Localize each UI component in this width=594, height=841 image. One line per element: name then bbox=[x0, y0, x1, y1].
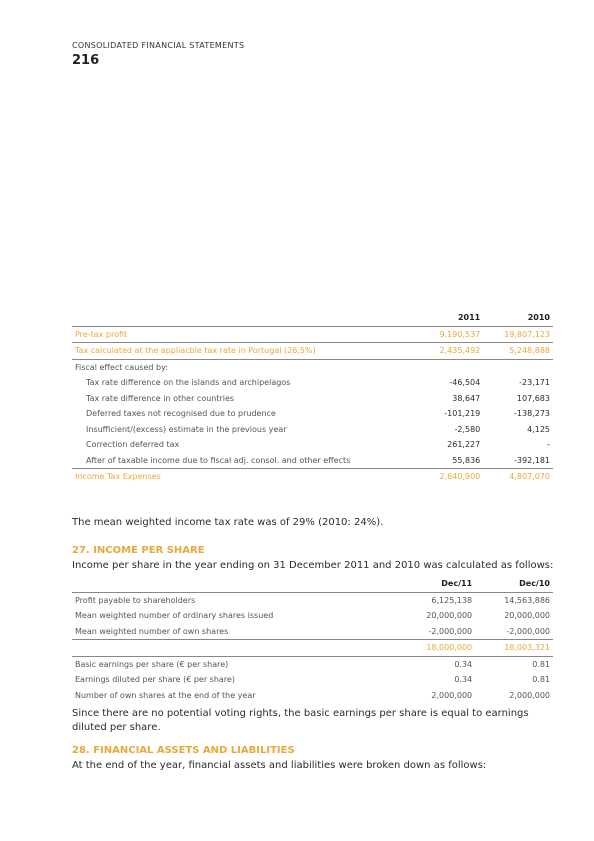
row-label: Tax rate difference in other countries bbox=[86, 393, 235, 403]
value-dec11: 20,000,000 bbox=[426, 611, 473, 621]
value-dec10: 0.81 bbox=[532, 675, 550, 685]
table-row bbox=[72, 624, 553, 640]
value-dec11: 6,125,138 bbox=[431, 595, 473, 605]
table-row bbox=[72, 640, 553, 657]
row-label: Deferred taxes not recognised due to prudence bbox=[86, 409, 276, 419]
row-label: Number of own shares at the end of the year bbox=[75, 690, 256, 700]
income-per-share-table bbox=[72, 576, 553, 703]
value-2010: 107,683 bbox=[516, 393, 550, 403]
value-2010: -392,181 bbox=[483, 453, 553, 469]
row-label: Mean weighted number of ordinary shares issued bbox=[75, 611, 274, 621]
value-2010: 19,807,123 bbox=[483, 326, 553, 343]
row-label: Tax calculated at the appliacble tax rate in Portugal (26,5%) bbox=[72, 343, 414, 360]
section-27-note: Since there are no potential voting rights, the basic earnings per share is equal to earnings diluted per share. bbox=[72, 708, 529, 733]
table-row bbox=[72, 406, 553, 422]
section-label: CONSOLIDATED FINANCIAL STATEMENTS bbox=[72, 41, 245, 50]
table-row bbox=[72, 343, 553, 360]
value-2011: 2,435,492 bbox=[414, 343, 483, 360]
section-27-intro: Income per share in the year ending on 31 December 2011 and 2010 was calculated as follows: bbox=[72, 560, 554, 571]
table-row bbox=[72, 359, 553, 375]
table-row bbox=[72, 469, 553, 485]
value-dec10: -2,000,000 bbox=[475, 624, 553, 640]
value-dec11: 2,000,000 bbox=[431, 690, 473, 700]
section-28-intro: At the end of the year, financial assets and liabilities were broken down as follows: bbox=[72, 760, 487, 771]
value-2011: 55,836 bbox=[414, 453, 483, 469]
mean-rate-paragraph: The mean weighted income tax rate was of 29% (2010: 24%). bbox=[72, 517, 384, 528]
row-label: Profit payable to shareholders bbox=[75, 595, 196, 605]
value-2011: -2,580 bbox=[454, 424, 481, 434]
row-label: Insufficient/(excess) estimate in the previous year bbox=[86, 424, 287, 434]
table-header-row bbox=[72, 576, 553, 592]
row-label: After of taxable income due to fiscal adj. consol. and other effects bbox=[72, 453, 414, 469]
value-2010: 4,125 bbox=[527, 424, 550, 434]
section-27-heading: 27. INCOME PER SHARE bbox=[72, 545, 205, 556]
column-header-2010: 2010 bbox=[483, 310, 553, 326]
value-2010: -23,171 bbox=[519, 378, 550, 388]
table-row bbox=[72, 391, 553, 407]
value-dec10: 0.81 bbox=[532, 659, 550, 669]
value-2010: -138,273 bbox=[514, 409, 550, 419]
table-row bbox=[72, 437, 553, 453]
value-dec10: 20,000,000 bbox=[504, 611, 550, 621]
header-blank bbox=[72, 310, 414, 326]
value-dec11: 18,000,000 bbox=[397, 640, 475, 657]
column-header-2011: 2011 bbox=[414, 310, 483, 326]
column-header-dec11: Dec/11 bbox=[397, 576, 475, 592]
page-number: 216 bbox=[72, 53, 100, 68]
row-label: Pre-tax profit bbox=[72, 326, 414, 343]
row-label: Fiscal effect caused by: bbox=[75, 362, 168, 372]
table-row bbox=[72, 422, 553, 438]
row-label: Tax rate difference on the islands and archipelagos bbox=[86, 378, 291, 388]
row-label: Basic earnings per share (€ per share) bbox=[75, 659, 229, 669]
table-row bbox=[72, 453, 553, 469]
value-dec10: 14,563,886 bbox=[504, 595, 550, 605]
value-2011: 261,227 bbox=[447, 440, 481, 450]
table-row bbox=[72, 608, 553, 624]
table-row bbox=[72, 688, 553, 704]
value-2010: - bbox=[547, 440, 550, 450]
value-2010: 5,248,888 bbox=[483, 343, 553, 360]
value-2011 bbox=[414, 359, 483, 375]
value-dec10: 18,003,321 bbox=[475, 640, 553, 657]
table-row bbox=[72, 592, 553, 608]
value-2011: 2,640,900 bbox=[439, 472, 481, 482]
value-2011: 9,190,537 bbox=[414, 326, 483, 343]
value-2010: 4,807,070 bbox=[509, 472, 550, 482]
table-row bbox=[72, 672, 553, 688]
value-2011: -101,219 bbox=[444, 409, 481, 419]
table-row bbox=[72, 656, 553, 672]
value-dec11: 0.34 bbox=[454, 675, 473, 685]
row-label: Income Tax Expenses bbox=[75, 472, 161, 482]
income-tax-table bbox=[72, 310, 553, 485]
value-dec11: -2,000,000 bbox=[397, 624, 475, 640]
value-2010 bbox=[483, 359, 553, 375]
column-header-dec10: Dec/10 bbox=[475, 576, 553, 592]
value-dec10: 2,000,000 bbox=[509, 690, 550, 700]
row-label: Correction deferred tax bbox=[86, 440, 180, 450]
row-label: Mean weighted number of own shares bbox=[72, 624, 397, 640]
table-row bbox=[72, 375, 553, 391]
row-label bbox=[72, 640, 397, 657]
value-2011: -46,504 bbox=[449, 378, 481, 388]
table-header-row bbox=[72, 310, 553, 326]
header-blank bbox=[72, 576, 397, 592]
section-28-heading: 28. FINANCIAL ASSETS AND LIABILITIES bbox=[72, 745, 295, 756]
row-label: Earnings diluted per share (€ per share) bbox=[75, 675, 235, 685]
table-row bbox=[72, 326, 553, 343]
value-dec11: 0.34 bbox=[454, 659, 473, 669]
value-2011: 38,647 bbox=[452, 393, 481, 403]
